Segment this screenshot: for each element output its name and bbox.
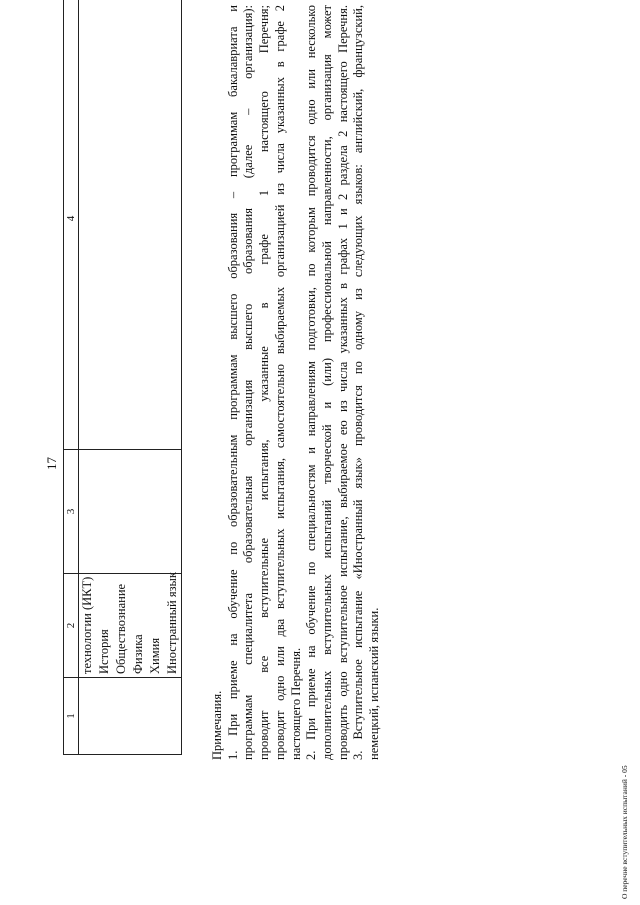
note-line: программам специалитета образовательная организация высшего образования (далее – организация):	[241, 5, 256, 760]
note-line: 3. Вступительное испытание «Иностранный язык» проводится по одному из следующих языков: английский, французский,	[351, 5, 366, 760]
subject-item: Иностранный язык	[165, 572, 179, 674]
note-line: дополнительных вступительных испытаний творческой и (или) профессиональной направленности, организация может	[319, 5, 334, 760]
col-header-4: 4	[64, 0, 79, 450]
note-line: проводит все вступительные испытания, указанные в графе 1 настоящего Перечня;	[257, 5, 272, 760]
table-header-row	[64, 0, 79, 755]
subject-item: Обществознание	[114, 583, 128, 674]
subject-item: История	[97, 629, 111, 674]
table-body-row	[79, 0, 182, 755]
notes-section	[210, 5, 383, 760]
footer-text: О перечне вступительных испытаний - 05	[620, 765, 629, 899]
exam-table	[63, 0, 182, 755]
subject-item: Физика	[131, 634, 145, 674]
note-line: немецкий, испанский языки.	[367, 607, 382, 760]
note-line: проводит одно или два вступительных испытания, самостоятельно выбираемых организацией из числа указанных в графе 2	[272, 5, 287, 760]
col-header-3: 3	[64, 450, 79, 574]
col2-cell	[79, 574, 182, 678]
col1-cell	[79, 678, 182, 755]
notes-title: Примечания.	[210, 690, 224, 760]
note-line: 1. При приеме на обучение по образовательным программам высшего образования – программам бакалавриата и	[225, 5, 240, 760]
col-header-1: 1	[64, 678, 79, 755]
note-line: 2. При приеме на обучение по специальностям и направлениям подготовки, по которым проводится одно или несколько	[304, 5, 319, 760]
page-number: 17	[44, 457, 59, 470]
col4-cell	[79, 0, 182, 450]
col3-cell	[79, 450, 182, 574]
note-line: настоящего Перечня.	[288, 647, 303, 760]
subject-item: Химия	[148, 637, 162, 674]
col-header-2: 2	[64, 574, 79, 678]
note-line: проводить одно вступительное испытание, выбираемое ею из числа указанных в графах 1 и 2 раздела 2 настоящего Перечня.	[335, 5, 350, 760]
subject-item: технологии (ИКТ)	[80, 576, 94, 674]
